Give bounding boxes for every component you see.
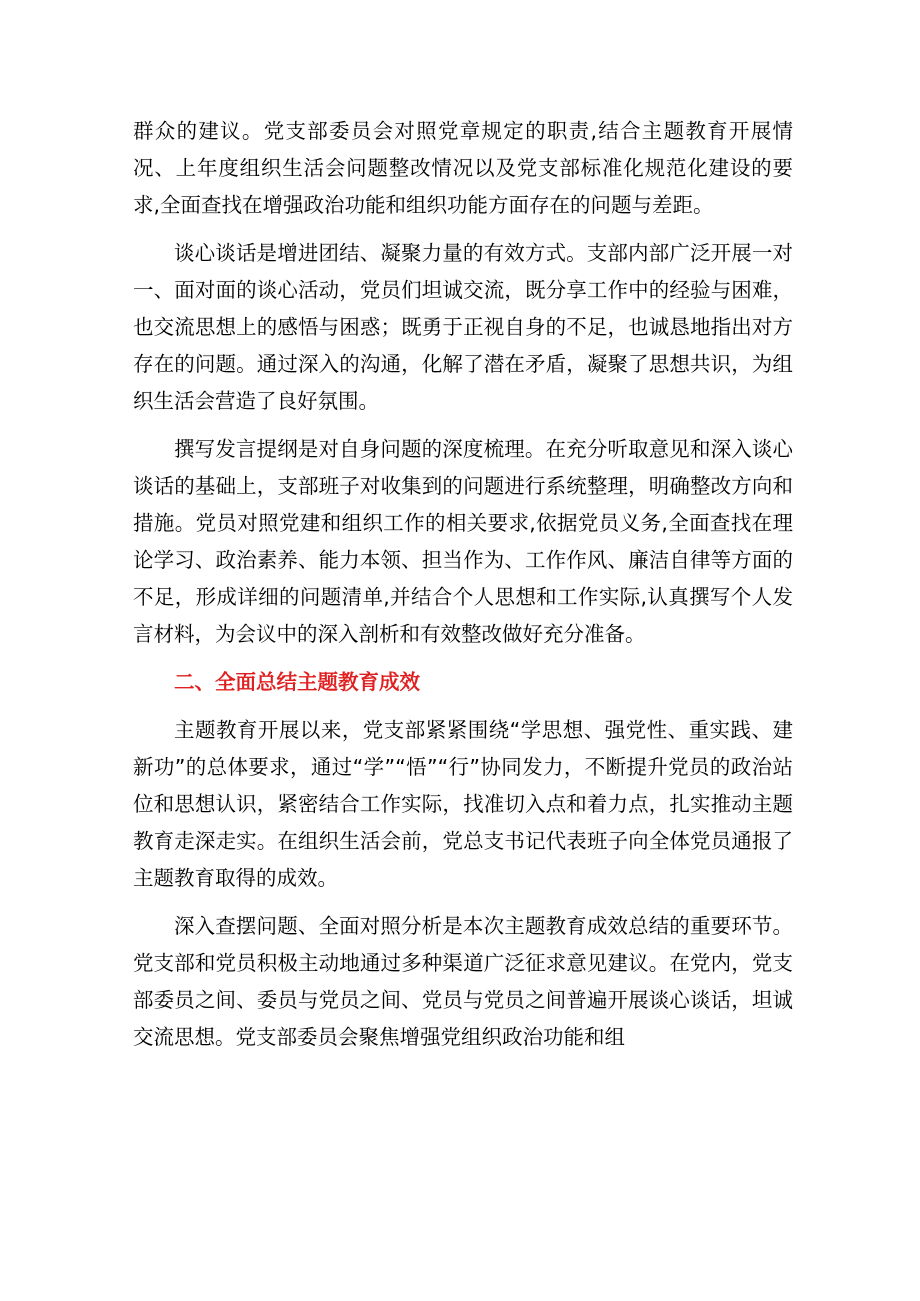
paragraph-5: 深入查摆问题、全面对照分析是本次主题教育成效总结的重要环节。党支部和党员积极主动地通过多种渠道广泛征求意见建议。在党内，党支部委员之间、委员与党员之间、党员与党员之间普遍开展谈心谈话，坦诚交流思想。党支部委员会聚焦增强党组织政治功能和组 — [133, 914, 793, 1049]
document-body — [133, 113, 793, 1067]
paragraph-4: 主题教育开展以来，党支部紧紧围绕“学思想、强党性、重实践、建新功”的总体要求，通过“学”“悟”“行”协同发力，不断提升党员的政治站位和思想认识，紧密结合工作实际，找准切入点和着力点，扎实推动主题教育走深走实。在组织生活会前，党总支书记代表班子向全体党员通报了主题教育取得的成效。 — [133, 718, 793, 890]
paragraph-1: 群众的建议。党支部委员会对照党章规定的职责,结合主题教育开展情况、上年度组织生活会问题整改情况以及党支部标准化规范化建设的要求,全面查找在增强政治功能和组织功能方面存在的问题与差距。 — [133, 119, 793, 217]
section-heading: 二、全面总结主题教育成效 — [174, 670, 420, 694]
paragraph-2: 谈心谈话是增进团结、凝聚力量的有效方式。支部内部广泛开展一对一、面对面的谈心活动，党员们坦诚交流，既分享工作中的经验与困难，也交流思想上的感悟与困惑；既勇于正视自身的不足，也诚恳地指出对方存在的问题。通过深入的沟通，化解了潜在矛盾，凝聚了思想共识，为组织生活会营造了良好氛围。 — [133, 241, 793, 413]
paragraph-3: 撰写发言提纲是对自身问题的深度梳理。在充分听取意见和深入谈心谈话的基础上，支部班子对收集到的问题进行系统整理，明确整改方向和措施。党员对照党建和组织工作的相关要求,依据党员义务,全面查找在理论学习、政治素养、能力本领、担当作为、工作作风、廉洁自律等方面的不足，形成详细的问题清单,并结合个人思想和工作实际,认真撰写个人发言材料，为会议中的深入剖析和有效整改做好充分准备。 — [133, 437, 793, 646]
